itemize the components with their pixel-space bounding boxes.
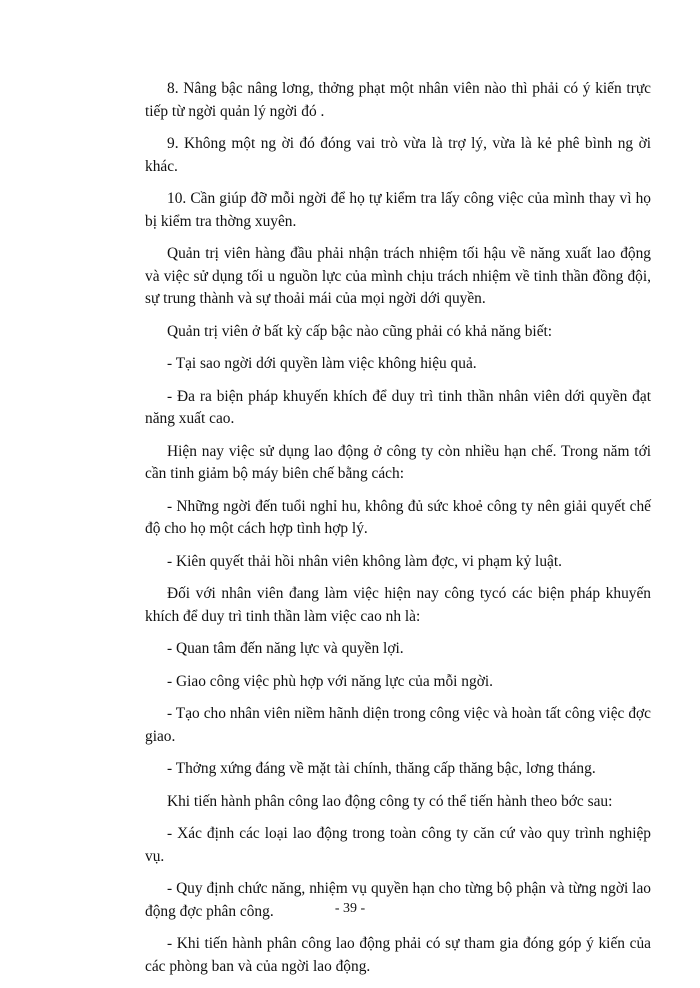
list-item-incentive-measures: - Đa ra biện pháp khuyến khích để duy trì tinh thần nhân viên dới quyền đạt năng xuất cao. <box>145 387 651 427</box>
list-item-suitable-work: - Giao công việc phù hợp với năng lực của mỗi ngời. <box>167 672 493 690</box>
list-item-define-functions: - Quy định chức năng, nhiệm vụ quyền hạn cho từng bộ phận và từng ngời lao động đợc phân công. <box>145 880 651 920</box>
paragraph-manager-must-know: Quản trị viên ở bất kỳ cấp bậc nào cũng phải có khả năng biết: <box>167 322 553 340</box>
paragraph-10-self-check: 10. Cần giúp đỡ mỗi ngời để họ tự kiểm tra lấy công việc của mình thay vì họ bị kiểm tra thờng xuyên. <box>145 190 651 230</box>
list-item-why-inefficient: - Tại sao ngời dới quyền làm việc không hiệu quả. <box>167 355 477 372</box>
list-item-dismissal: - Kiên quyết thải hồi nhân viên không làm đợc, vi phạm kỷ luật. <box>167 552 562 570</box>
list-item-reward: - Thởng xứng đáng về mặt tài chính, thăng cấp thăng bậc, lơng tháng. <box>167 760 596 777</box>
paragraph-current-labor: Hiện nay việc sử dụng lao động ở công ty còn nhiều hạn chế. Trong năm tới cần tinh giảm bộ máy biên chế bằng cách: <box>145 442 651 482</box>
list-item-care-ability: - Quan tâm đến năng lực và quyền lợi. <box>167 640 404 657</box>
list-item-pride: - Tạo cho nhân viên niềm hãnh diện trong công việc và hoàn tất công việc đợc giao. <box>145 705 651 745</box>
paragraph-9-no-dual-role: 9. Không một ng ời đó đóng vai trò vừa là trợ lý, vừa là kẻ phê bình ng ời khác. <box>145 135 651 175</box>
paragraph-8-salary-raise: 8. Nâng bậc nâng lơng, thởng phạt một nhân viên nào thì phải có ý kiến trực tiếp từ ngời quản lý ngời đó . <box>145 80 651 120</box>
paragraph-labor-division: Khi tiến hành phân công lao động công ty có thể tiến hành theo bớc sau: <box>167 792 613 810</box>
page-number: - 39 - <box>334 901 366 916</box>
paragraph-top-manager: Quản trị viên hàng đầu phải nhận trách nhiệm tối hậu về năng xuất lao động và việc sử dụng tối u nguồn lực của mình chịu trách nhiệm về tinh thần đồng đội, sự trung thành và sự thoải mái của mọi ngời dới quyền. <box>145 245 651 307</box>
list-item-retirement: - Những ngời đến tuổi nghỉ hu, không đủ sức khoẻ công ty nên giải quyết chế độ cho họ một cách hợp tình hợp lý. <box>145 497 651 537</box>
paragraph-current-staff: Đối với nhân viên đang làm việc hiện nay công tycó các biện pháp khuyến khích để duy trì tinh thần làm việc cao nh là: <box>145 585 651 625</box>
list-item-participation: - Khi tiến hành phân công lao động phải có sự tham gia đóng góp ý kiến của các phòng ban và của ngời lao động. <box>145 935 651 975</box>
document-body <box>145 78 651 988</box>
list-item-define-labor-types: - Xác định các loại lao động trong toàn công ty căn cứ vào quy trình nghiệp vụ. <box>145 825 651 865</box>
